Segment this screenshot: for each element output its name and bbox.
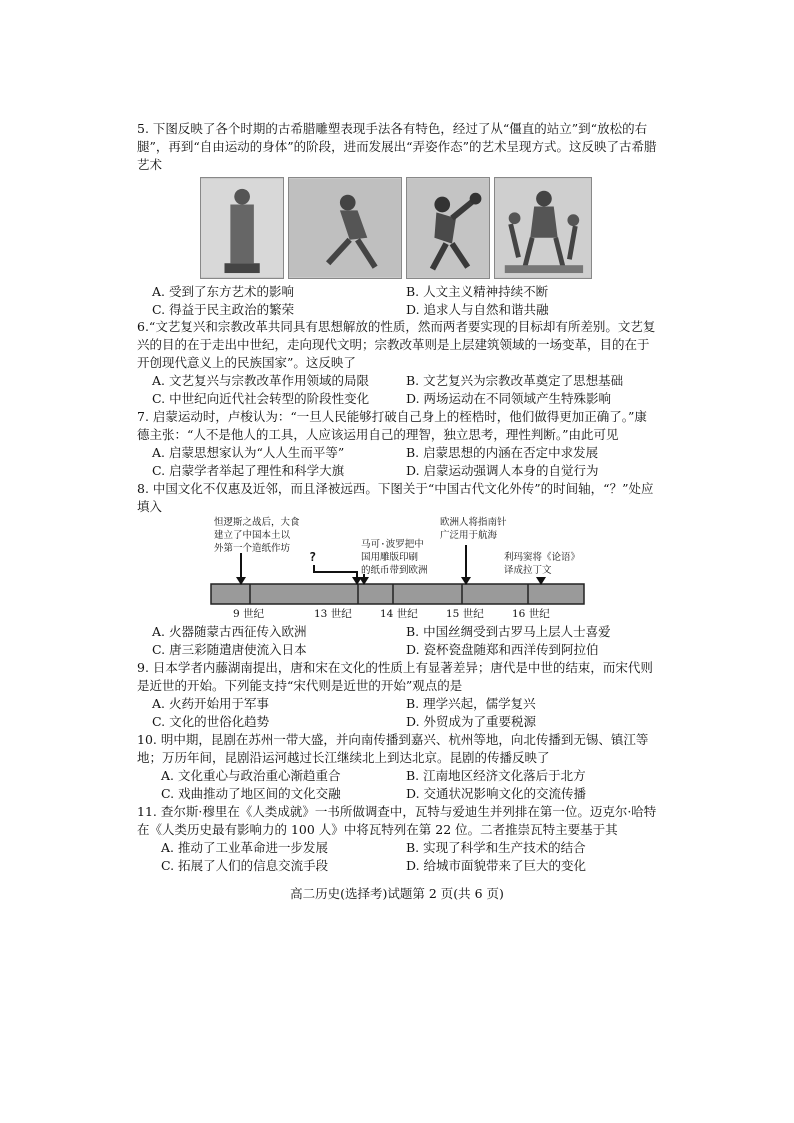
q10-option-b[interactable]: B. 江南地区经济文化落后于北方 xyxy=(406,768,586,783)
sculpture-relaxed-image xyxy=(288,177,402,279)
q7-option-b[interactable]: B. 启蒙思想的内涵在否定中求发展 xyxy=(406,445,599,460)
sculpture-standing-image xyxy=(200,177,284,279)
q7-option-d[interactable]: D. 启蒙运动强调人本身的自觉行为 xyxy=(406,463,599,478)
century-label: 16 世纪 xyxy=(512,608,550,620)
question-10-stem: 10. 明中期，昆剧在苏州一带大盛，并向南传播到嘉兴、杭州等地，向北传播到无锡、镇江等地；万历年间，昆剧沿运河越过长江继续北上到达北京。昆剧的传播反映了 xyxy=(137,732,649,765)
century-label: 14 世纪 xyxy=(380,608,418,620)
q5-option-a[interactable]: A. 受到了东方艺术的影响 xyxy=(152,284,294,299)
q10-option-d[interactable]: D. 交通状况影响文化的交流传播 xyxy=(406,786,587,801)
q6-option-d[interactable]: D. 两场运动在不同领域产生特殊影响 xyxy=(406,391,612,406)
timeline-note-compass: 欧洲人将指南针 广泛用于航海 xyxy=(440,517,507,541)
q8-option-a[interactable]: A. 火器随蒙古西征传入欧洲 xyxy=(152,624,307,639)
question-5-stem: 5. 下图反映了各个时期的古希腊雕塑表现手法各有特色，经过了从“僵直的站立”到“放松的右腿”，再到“自由运动的身体”的阶段，进而发展出“弄姿作态”的艺术呈现方式。这反映了古希腊艺术 xyxy=(137,121,657,172)
timeline-bar xyxy=(211,584,584,604)
question-6-stem: 6.“文艺复兴和宗教改革共同具有思想解放的性质，然而两者要实现的目标却有所差别。文艺复兴的目的在于走出中世纪，走向现代文明；宗教改革则是上层建筑领域的一场变革，目的在于开创现代意义上的民族国家”。这反映了 xyxy=(137,319,656,370)
question-9-stem: 9. 日本学者内藤湖南提出，唐和宋在文化的性质上有显著差异；唐代是中世的结束，而宋代则是近世的开始。下列能支持“宋代则是近世的开始”观点的是 xyxy=(137,660,653,693)
q9-option-c[interactable]: C. 文化的世俗化趋势 xyxy=(152,714,270,729)
timeline-question-mark: ? xyxy=(309,550,317,564)
arrow-question xyxy=(314,565,357,582)
century-label: 15 世纪 xyxy=(446,608,484,620)
sculpture-discus-image xyxy=(406,177,490,279)
question-11-stem: 11. 查尔斯·穆里在《人类成就》一书所做调查中，瓦特与爱迪生并列排在第一位。迈克尔·哈特在《人类历史最有影响力的 100 人》中将瓦特列在第 22 位。二者推崇瓦特主要基于其 xyxy=(137,804,657,837)
q10-option-a[interactable]: A. 文化重心与政治重心渐趋重合 xyxy=(161,768,341,783)
q6-option-b[interactable]: B. 文艺复兴为宗教改革奠定了思想基础 xyxy=(406,373,624,388)
q11-option-d[interactable]: D. 给城市面貌带来了巨大的变化 xyxy=(406,858,587,873)
question-7-stem: 7. 启蒙运动时，卢梭认为：“一旦人民能够打破自己身上的桎梏时，他们做得更加正确了。”康德主张：“人不是他人的工具，人应该运用自己的理智，独立思考，理性判断。”由此可见 xyxy=(137,409,647,442)
sculpture-images xyxy=(200,177,592,279)
page-footer: 高二历史(选择考)试题第 2 页(共 6 页) xyxy=(290,886,504,901)
century-label: 13 世纪 xyxy=(314,608,352,620)
q9-option-b[interactable]: B. 理学兴起，儒学复兴 xyxy=(406,696,536,711)
century-label: 9 世纪 xyxy=(233,608,265,620)
q7-option-c[interactable]: C. 启蒙学者举起了理性和科学大旗 xyxy=(152,463,345,478)
q11-option-b[interactable]: B. 实现了科学和生产技术的结合 xyxy=(406,840,586,855)
q11-option-c[interactable]: C. 拓展了人们的信息交流手段 xyxy=(161,858,329,873)
q9-option-d[interactable]: D. 外贸成为了重要税源 xyxy=(406,714,537,729)
question-8-stem: 8. 中国文化不仅惠及近邻，而且泽被远西。下图关于“中国古代文化外传”的时间轴，“？”处应填入 xyxy=(137,481,654,514)
q10-option-c[interactable]: C. 戏曲推动了地区间的文化交融 xyxy=(161,786,341,801)
q8-option-d[interactable]: D. 瓷杯瓷盘随郑和西洋传到阿拉伯 xyxy=(406,642,599,657)
q5-option-b[interactable]: B. 人文主义精神持续不断 xyxy=(406,284,549,299)
timeline-note-ricci: 利玛窦将《论语》 译成拉丁文 xyxy=(504,552,581,576)
q5-option-d[interactable]: D. 追求人与自然和谐共融 xyxy=(406,302,549,317)
q7-option-a[interactable]: A. 启蒙思想家认为“人人生而平等” xyxy=(152,445,345,460)
timeline-note-paper: 怛逻斯之战后，大食 建立了中国本土以 外第一个造纸作坊 xyxy=(214,517,300,554)
q6-option-a[interactable]: A. 文艺复兴与宗教改革作用领域的局限 xyxy=(152,373,369,388)
timeline-note-marco-polo: 马可·波罗把中 国用雕版印刷 的纸币带到欧洲 xyxy=(361,539,428,576)
q8-option-c[interactable]: C. 唐三彩随遣唐使流入日本 xyxy=(152,642,307,657)
q6-option-c[interactable]: C. 中世纪向近代社会转型的阶段性变化 xyxy=(152,391,370,406)
sculpture-laocoon-image xyxy=(494,177,592,279)
q5-option-c[interactable]: C. 得益于民主政治的繁荣 xyxy=(152,302,295,317)
q11-option-a[interactable]: A. 推动了工业革命进一步发展 xyxy=(161,840,328,855)
q9-option-a[interactable]: A. 火药开始用于军事 xyxy=(152,696,269,711)
q8-option-b[interactable]: B. 中国丝绸受到古罗马上层人士喜爱 xyxy=(406,624,611,639)
